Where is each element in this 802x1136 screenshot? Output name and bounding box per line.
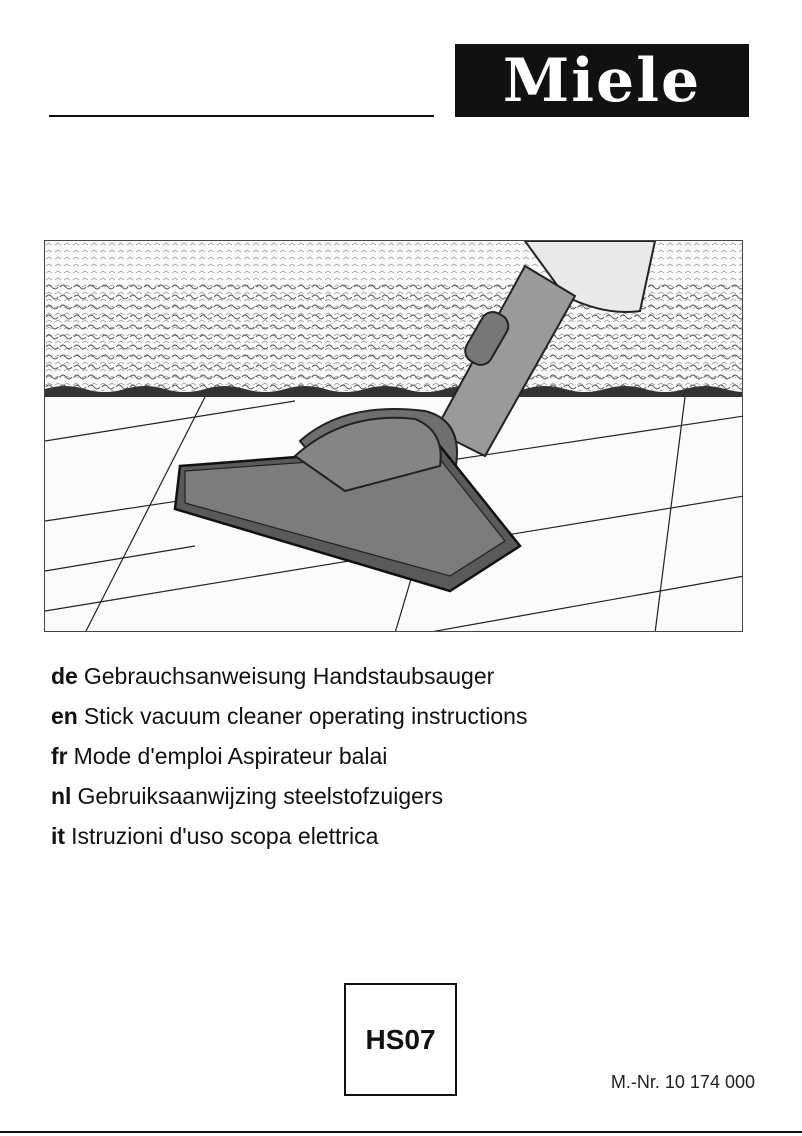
lang-code: de xyxy=(51,663,78,689)
model-label: HS07 xyxy=(365,1023,436,1055)
lang-code: it xyxy=(51,823,66,849)
miele-logo xyxy=(455,44,749,117)
title-fr xyxy=(51,736,527,776)
title-text: Istruzioni d'uso scopa elettrica xyxy=(71,823,379,849)
product-illustration xyxy=(44,240,743,632)
title-text: Gebrauchsanweisung Handstaubsauger xyxy=(83,663,495,689)
title-de xyxy=(51,656,527,696)
model-box xyxy=(344,983,457,1096)
title-it xyxy=(51,816,527,856)
title-nl xyxy=(51,776,527,816)
logo-text: Miele xyxy=(502,45,702,116)
title-text: Mode d'emploi Aspirateur balai xyxy=(73,743,388,769)
title-text: Stick vacuum cleaner operating instructions xyxy=(83,703,528,729)
header-rule xyxy=(49,115,434,117)
lang-code: fr xyxy=(51,743,68,769)
title-en xyxy=(51,696,527,736)
footer-rule xyxy=(0,1131,802,1133)
title-text: Gebruiksaanwijzing steelstofzuigers xyxy=(77,783,444,809)
vacuum-illustration-svg xyxy=(45,241,743,632)
lang-code: nl xyxy=(51,783,72,809)
lang-code: en xyxy=(51,703,78,729)
material-number: M.-Nr. 10 174 000 xyxy=(610,1072,755,1092)
language-title-list xyxy=(51,656,527,856)
